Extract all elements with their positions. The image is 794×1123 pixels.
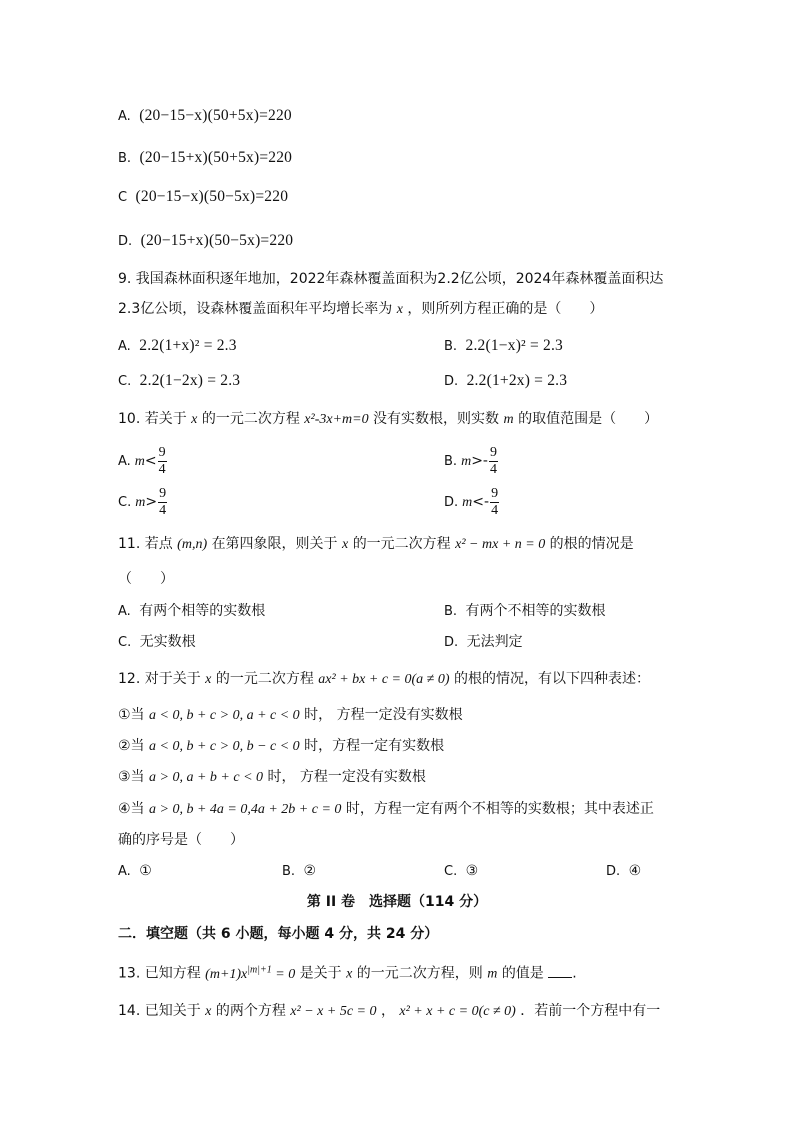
fraction: $\frac{9}{4}$ — [491, 485, 499, 518]
q9-option-c: C. 2.2(1−2x) = 2.3 — [118, 372, 241, 389]
q11-option-c: C. 无实数根 — [118, 634, 196, 650]
q9-stem-line2: 2.3亿公顷，设森林覆盖面积年平均增长率为 x ，则所列方程正确的是（ ） — [118, 301, 604, 317]
q10-option-c: C. m> $\frac{9}{4}$ — [118, 485, 167, 518]
fraction: $\frac{9}{4}$ — [159, 485, 167, 518]
fraction: $\frac{9}{4}$ — [158, 444, 166, 477]
equation: (20−15+x)(50+5x)=220 — [139, 149, 293, 166]
q12-statement-4: ④当 a > 0, b + 4a = 0,4a + 2b + c = 0 时，方程一定有两个不相等的实数根；其中表述正 — [118, 801, 654, 817]
part2-title: 二．填空题（共 6 小题，每小题 4 分，共 24 分） — [118, 926, 439, 942]
q11-option-a: A. 有两个相等的实数根 — [118, 603, 266, 619]
q8-option-a: A. (20−15−x)(50+5x)=220 — [118, 107, 292, 124]
q11-stem: 11. 若点 (m,n) 在第四象限，则关于 x 的一元二次方程 x² − mx + n = 0 的根的情况是 — [118, 536, 634, 552]
q8-option-c: C (20−15−x)(50−5x)=220 — [118, 188, 289, 205]
equation: (20−15+x)(50−5x)=220 — [140, 232, 294, 249]
q8-option-b: B. (20−15+x)(50+5x)=220 — [118, 149, 293, 166]
equation: (20−15−x)(50+5x)=220 — [139, 107, 292, 124]
q11-option-b: B. 有两个不相等的实数根 — [444, 603, 606, 619]
section-title: 第 II 卷 选择题（114 分） — [306, 894, 488, 910]
q12-stem: 12. 对于关于 x 的一元二次方程 ax² + bx + c = 0(a ≠ 0) 的根的情况，有以下四种表述： — [118, 671, 650, 687]
q9-option-a: A. 2.2(1+x)² = 2.3 — [118, 337, 237, 354]
equation: $(m+1)x^{|m|+1} = 0$ — [205, 964, 296, 982]
q12-option-b: B. ② — [282, 863, 317, 879]
q12-statement-3: ③当 a > 0, a + b + c < 0 时， 方程一定没有实数根 — [118, 769, 426, 785]
q14-stem: 14. 已知关于 x 的两个方程 x² − x + 5c = 0 ， x² + x + c = 0(c ≠ 0) ．若前一个方程中有一 — [118, 1003, 661, 1019]
fraction: $\frac{9}{4}$ — [489, 444, 497, 477]
q9-option-b: B. 2.2(1−x)² = 2.3 — [444, 337, 563, 354]
q11-option-d: D. 无法判定 — [444, 634, 523, 650]
answer-blank — [548, 963, 572, 978]
q9-option-d: D. 2.2(1+2x) = 2.3 — [444, 372, 568, 389]
q12-option-d: D. ④ — [606, 863, 642, 879]
q10-option-a: A. m< $\frac{9}{4}$ — [118, 444, 166, 477]
q12-statement-2: ②当 a < 0, b + c > 0, b − c < 0 时，方程一定有实数根 — [118, 738, 445, 754]
q9-stem-line1: 9. 我国森林面积逐年地加，2022年森林覆盖面积为2.2亿公顷，2024年森林覆盖面积达 — [118, 271, 664, 287]
equation: (20−15−x)(50−5x)=220 — [135, 188, 289, 205]
q10-option-d: D. m<- $\frac{9}{4}$ — [444, 485, 499, 518]
q13-stem: 13. 已知方程 $(m+1)x^{|m|+1} = 0$ 是关于 x 的一元二次方程，则 m 的值是 . — [118, 964, 577, 982]
q12-option-a: A. ① — [118, 863, 152, 879]
q12-statement-4-cont: 确的序号是（ ） — [118, 832, 244, 848]
q10-stem: 10. 若关于 x 的一元二次方程 x²-3x+m=0 没有实数根，则实数 m 的取值范围是（ ） — [118, 411, 659, 427]
q8-option-d: D. (20−15+x)(50−5x)=220 — [118, 232, 294, 249]
q10-option-b: B. m>- $\frac{9}{4}$ — [444, 444, 497, 477]
q12-option-c: C. ③ — [444, 863, 479, 879]
q12-statement-1: ①当 a < 0, b + c > 0, a + c < 0 时， 方程一定没有实数根 — [118, 707, 463, 723]
q11-paren: （ ） — [118, 571, 174, 587]
